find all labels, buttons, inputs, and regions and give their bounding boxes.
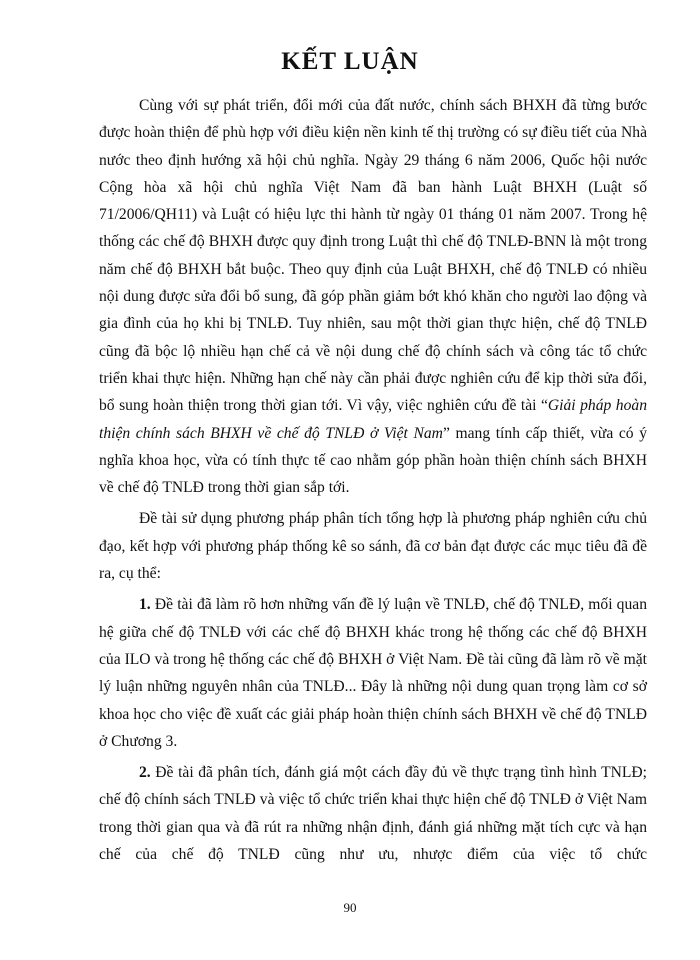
paragraph-intro	[99, 92, 647, 501]
paragraph-text: ” mang tính cấp thiết, vừa có ý nghĩa khoa học, vừa có tính thực tế cao nhằm góp phần hoàn thiện chính sách BHXH về chế độ TNLĐ trong thời gian sắp tới.	[99, 424, 647, 497]
paragraph-text: Đề tài đã phân tích, đánh giá một cách đầy đủ về thực trạng tình hình TNLĐ; chế độ chính sách TNLĐ và việc tổ chức triển khai thực hiện chế độ TNLĐ ở Việt Nam trong thời gian qua và đã rút ra những nhận định, đánh giá những mặt tích cực và hạn chế của chế độ TNLĐ cũng như ưu, nhược điểm của việc tổ chức	[99, 764, 647, 864]
paragraph-text: Cùng với sự phát triển, đổi mới của đất nước, chính sách BHXH đã từng bước được hoàn thiện để phù hợp với điều kiện nền kinh tế thị trường có sự điều tiết của Nhà nước theo định hướng xã hội chủ nghĩa. Ngày 29 tháng 6 năm 2006, Quốc hội nước Cộng hòa xã hội chủ nghĩa Việt Nam đã ban hành Luật BHXH (Luật số 71/2006/QH11) và Luật có hiệu lực thi hành từ ngày 01 tháng 01 năm 2007. Trong hệ thống các chế độ BHXH được quy định trong Luật thì chế độ TNLĐ-BNN là một trong năm chế độ BHXH bắt buộc. Theo quy định của Luật BHXH, chế độ TNLĐ có nhiều nội dung được sửa đổi bổ sung, đã góp phần giảm bớt khó khăn cho người lao động và gia đình của họ khi bị TNLĐ. Tuy nhiên, sau một thời gian thực hiện, chế độ TNLĐ cũng đã bộc lộ nhiều hạn chế cả về nội dung chế độ chính sách và công tác tổ chức triển khai thực hiện. Những hạn chế này cần phải được nghiên cứu để kịp thời sửa đổi, bổ sung hoàn thiện trong thời gian tới. Vì vậy, việc nghiên cứu đề tài “	[99, 97, 647, 415]
page-number: 90	[343, 900, 357, 915]
list-number: 1.	[139, 596, 151, 614]
paragraph-method: Đề tài sử dụng phương pháp phân tích tổng hợp là phương pháp nghiên cứu chủ đạo, kết hợp với phương pháp thống kê so sánh, đã cơ bản đạt được các mục tiêu đã đề ra, cụ thể:	[99, 510, 647, 583]
list-number: 2.	[139, 764, 151, 782]
paragraph-text: Đề tài đã làm rõ hơn những vấn đề lý luận về TNLĐ, chế độ TNLĐ, mối quan hệ giữa chế độ TNLĐ với các chế độ BHXH khác trong hệ thống các chế độ BHXH của ILO và trong hệ thống các chế độ BHXH ở Việt Nam. Đề tài cũng đã làm rõ về mặt lý luận những nguyên nhân của TNLĐ... Đây là những nội dung quan trọng làm cơ sở khoa học cho việc đề xuất các giải pháp hoàn thiện chính sách BHXH về chế độ TNLĐ ở Chương 3.	[99, 596, 647, 750]
thesis-title-italic: Giải pháp hoàn thiện chính sách BHXH về chế độ TNLĐ ở Việt Nam	[99, 397, 647, 442]
paragraph-result-2	[99, 759, 647, 868]
document-body	[99, 92, 647, 872]
paragraph-result-1	[99, 591, 647, 755]
page-title: KẾT LUẬN	[281, 48, 419, 75]
